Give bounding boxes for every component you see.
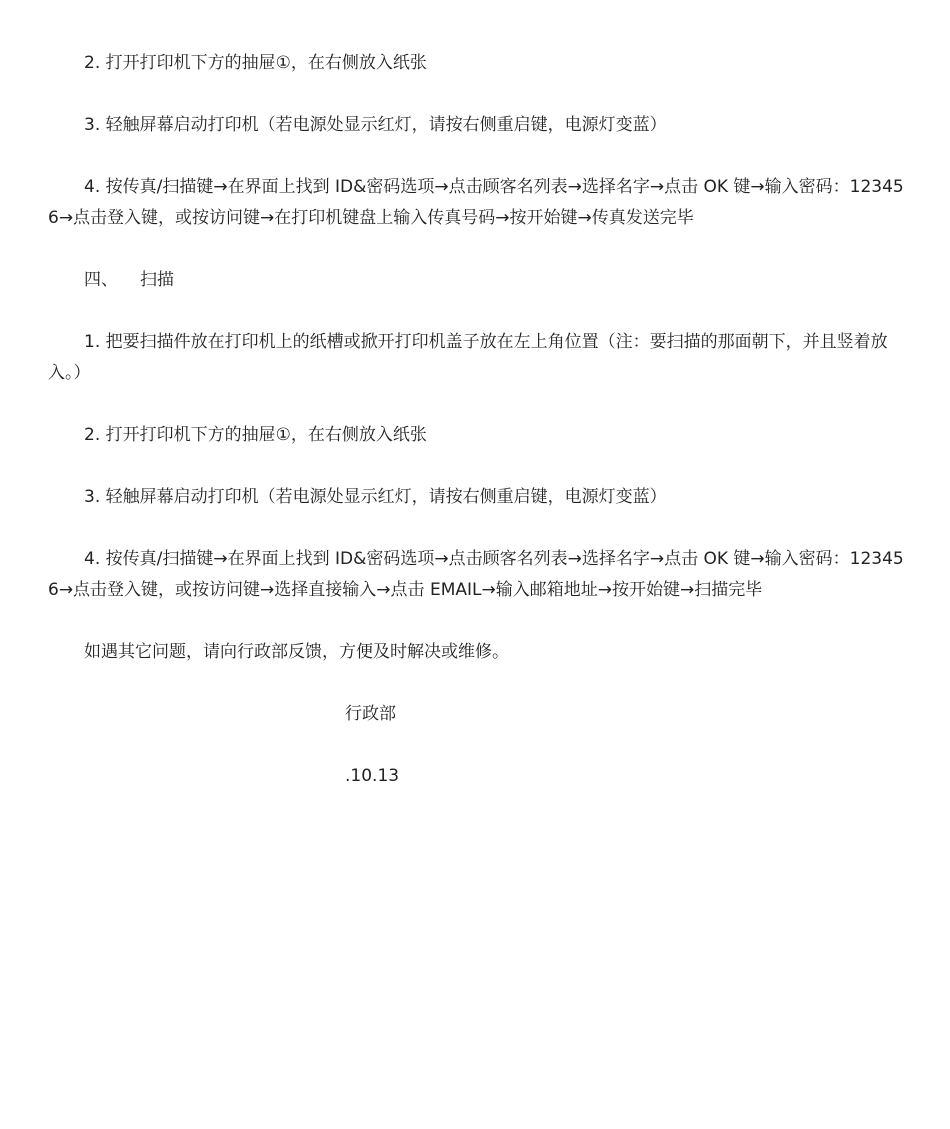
section-heading-scan xyxy=(48,265,910,296)
closing-note: 如遇其它问题，请向行政部反馈，方便及时解决或维修。 xyxy=(84,642,509,662)
scan-step-1: 1. 把要扫描件放在打印机上的纸槽或掀开打印机盖子放在左上角位置（注：要扫描的那面朝下，并且竖着放入。） xyxy=(48,332,888,383)
fax-step-2: 2. 打开打印机下方的抽屉①，在右侧放入纸张 xyxy=(84,53,427,73)
section-title: 扫描 xyxy=(140,270,174,290)
fax-step-4: 4. 按传真/扫描键→在界面上找到 ID&密码选项→点击顾客名列表→选择名字→点击 OK 键→输入密码：123456→点击登入键，或按访问键→在打印机键盘上输入传真号码→按开始键→传真发送完毕 xyxy=(48,177,904,228)
signature-department: 行政部 xyxy=(345,704,396,724)
scan-step-2: 2. 打开打印机下方的抽屉①，在右侧放入纸张 xyxy=(84,425,427,445)
scan-step-3: 3. 轻触屏幕启动打印机（若电源处显示红灯，请按右侧重启键，电源灯变蓝） xyxy=(84,487,667,507)
signature-date: .10.13 xyxy=(345,766,400,786)
section-number: 四、 xyxy=(84,270,118,290)
scan-step-4: 4. 按传真/扫描键→在界面上找到 ID&密码选项→点击顾客名列表→选择名字→点击 OK 键→输入密码：123456→点击登入键，或按访问键→选择直接输入→点击 EMAIL→输入邮箱地址→按开始键→扫描完毕 xyxy=(48,549,904,600)
fax-step-3: 3. 轻触屏幕启动打印机（若电源处显示红灯，请按右侧重启键，电源灯变蓝） xyxy=(84,115,667,135)
